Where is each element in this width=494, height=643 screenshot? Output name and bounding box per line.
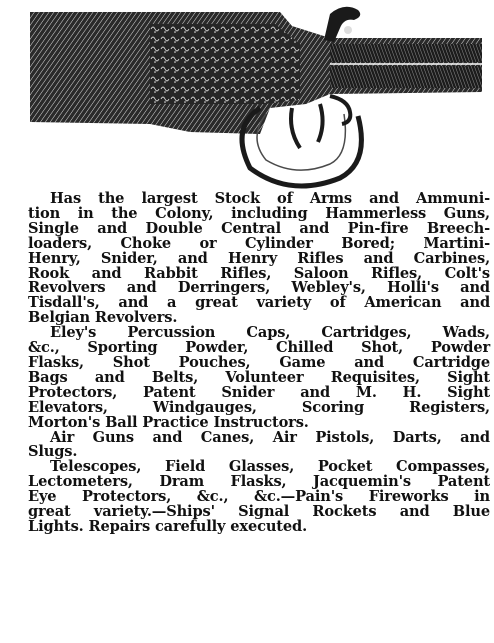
text-line: Telescopes, Field Glasses, Pocket Compasses, xyxy=(50,458,490,476)
text-line: Lights. Repairs carefully executed. xyxy=(28,517,308,535)
text-line: loaders, Choke or Cylinder Bored; Martini- xyxy=(28,234,490,252)
action-plate xyxy=(150,24,300,104)
text-line: Single and Double Central and Pin-fire Breech- xyxy=(28,219,490,237)
text-line: Has the largest Stock of Arms and Ammuni- xyxy=(50,190,490,207)
advertisement-body xyxy=(6,192,490,535)
text-line: Lectometers, Dram Flasks, Jacquemin's Patent xyxy=(28,473,490,491)
hammer xyxy=(324,7,360,42)
text-line: Protectors, Patent Snider and M. H. Sight xyxy=(28,383,490,401)
text-line: Flasks, Shot Pouches, Game and Cartridge xyxy=(28,353,490,371)
paragraph-ammunition xyxy=(6,326,490,430)
text-line: Morton's Ball Practice Instructors. xyxy=(28,413,309,431)
grip xyxy=(30,108,270,134)
text-line: Revolvers and Derringers, Webley's, Holli's and xyxy=(28,279,490,297)
paragraph-optics xyxy=(6,460,490,535)
lower-barrel xyxy=(330,66,482,88)
text-line: Elevators, Windgauges, Scoring Registers, xyxy=(28,398,490,416)
text-line: Belgian Revolvers. xyxy=(28,309,178,327)
text-line: Eye Protectors, &c., &c.—Pain's Fireworks in xyxy=(28,488,490,506)
text-line: Henry, Snider, and Henry Rifles and Carbines, xyxy=(28,249,490,267)
text-line: Bags and Belts, Volunteer Requisites, Sight xyxy=(28,368,490,386)
text-line: Air Guns and Canes, Air Pistols, Darts, and xyxy=(50,428,490,446)
text-line: &c., Sporting Powder, Chilled Shot, Powder xyxy=(28,339,490,357)
text-line: great variety.—Ships' Signal Rockets and Blue xyxy=(28,503,490,521)
paragraph-arms xyxy=(6,192,490,326)
text-line: Tisdall's, and a great variety of American and xyxy=(28,294,490,312)
gun-engraving xyxy=(30,4,482,190)
text-line: tion in the Colony, including Hammerless Guns, xyxy=(28,204,490,222)
text-line: Rook and Rabbit Rifles, Saloon Rifles, Colt's xyxy=(28,264,490,282)
paragraph-air-guns xyxy=(6,428,490,461)
text-line: Slugs. xyxy=(28,443,78,461)
upper-barrel xyxy=(330,44,482,62)
rear-trigger xyxy=(318,104,323,142)
text-line: Eley's Percussion Caps, Cartridges, Wads, xyxy=(50,324,490,342)
front-trigger xyxy=(291,108,300,148)
